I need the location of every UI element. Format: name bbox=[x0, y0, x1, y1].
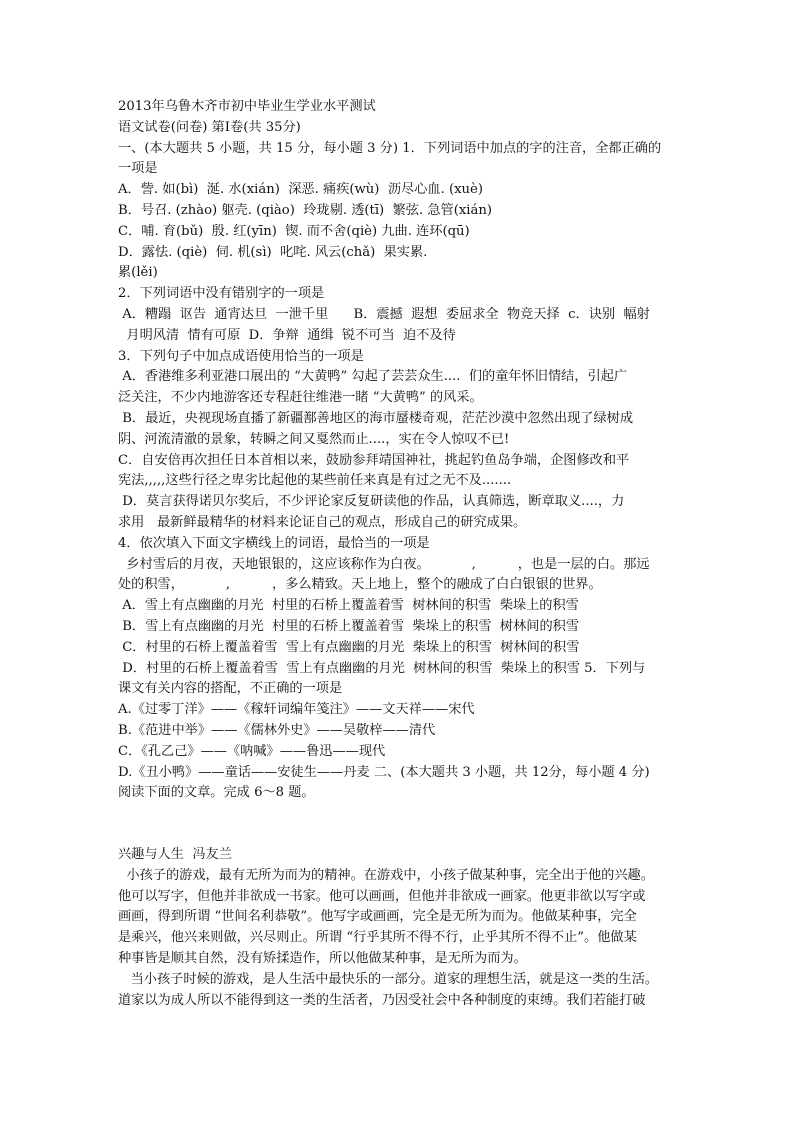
text-line: 阅读下面的文章。完成 6～8 题。 bbox=[118, 785, 315, 801]
text-line: 泛关注，不少内地游客还专程赶往维港一睹 “大黄鸭” 的风采。 bbox=[118, 390, 483, 406]
question-1 bbox=[118, 139, 678, 285]
text-line: 处的积雪， , ，多么精致。天上地上，整个的融成了白白银银的世界。 bbox=[118, 577, 602, 593]
option-b: B．雪上有点幽幽的月光 村里的石桥上覆盖着雪 柴垛上的积雪 树林间的积雪 bbox=[118, 618, 580, 634]
spacer bbox=[118, 804, 678, 845]
text-line: 宪法,,,,,这些行径之卑劣比起他的某些前任来真是有过之无不及....... bbox=[118, 473, 512, 489]
option-c: C．村里的石桥上覆盖着雪 雪上有点幽幽的月光 柴垛上的积雪 树林间的积雪 bbox=[118, 639, 580, 655]
question-stem: 3．下列句子中加点成语使用恰当的一项是 bbox=[118, 348, 364, 364]
text-line: 他可以写字，但他并非欲成一书家。他可以画画，但他并非欲成一画家。他更非欲以写字或 bbox=[118, 888, 646, 904]
text-line: A．香港维多利亚港口展出的 “大黄鸭” 勾起了芸芸众生.... 们的童年怀旧情结，引起广 bbox=[118, 369, 628, 385]
text-line: 当小孩子时候的游戏，是人生活中最快乐的一部分。道家的理想生活，就是这一类的生活。 bbox=[118, 971, 659, 987]
option-d: D．露怯. (qiè) 伺. 机(sì) 叱咤. 风云(chǎ) 果实累. bbox=[118, 244, 428, 260]
text-line: 种事皆是顺其自然，没有矫揉造作，所以他做某种事，是无所为而为。 bbox=[118, 951, 527, 967]
text-line: 课文有关内容的搭配，不正确的一项是 bbox=[118, 681, 343, 697]
text-line: A．糟蹋 讴告 通宵达旦 一泄千里 B．震撼 遐想 委屈求全 物竞天择 c．诀别 幅射 bbox=[118, 306, 650, 322]
text-line: C．自安倍再次担任日本首相以来，鼓励参拜靖国神社，挑起钓鱼岛争端，企图修改和平 bbox=[118, 452, 630, 468]
question-4 bbox=[118, 534, 678, 700]
exam-title: 2013年乌鲁木齐市初中毕业生学业水平测试 bbox=[118, 99, 376, 114]
passage-title: 兴趣与人生 冯友兰 bbox=[118, 847, 232, 863]
question-stem: 4．依次填入下面文字横线上的词语，最恰当的一项是 bbox=[118, 535, 430, 551]
text-line: 一项是 bbox=[118, 161, 158, 177]
text-line: B．最近，央视现场直播了新疆鄯善地区的海市蜃楼奇观，茫茫沙漠中忽然出现了绿树成 bbox=[118, 410, 634, 426]
text-line: 累(lěi) bbox=[118, 265, 158, 281]
option-b: B.《范进中举》——《儒林外史》——吴敬梓——清代 bbox=[118, 722, 436, 738]
text-line: D．莫言获得诺贝尔奖后，不少评论家反复研读他的作品，认真筛选，断章取义....，力 bbox=[118, 494, 625, 510]
option-d: D.《丑小鸭》——童话——安徒生——丹麦 二、(本大题共 3 小题，共 12分，每小题 4 分) bbox=[118, 764, 650, 780]
text-line: 画画，得到所谓 “世间名利恭敬”。他写字或画画，完全是无所为而为。他做某种事，完全 bbox=[118, 909, 637, 925]
option-d: D．村里的石桥上覆盖着雪 雪上有点幽幽的月光 树林间的积雪 柴垛上的积雪 5．下列与 bbox=[118, 660, 646, 676]
question-3 bbox=[118, 347, 678, 534]
option-a: A.《过零丁洋》——《稼轩词编年笺注》——文天祥——宋代 bbox=[118, 702, 475, 718]
option-a: A．雪上有点幽幽的月光 村里的石桥上覆盖着雪 树林间的积雪 柴垛上的积雪 bbox=[118, 598, 579, 614]
question-stem: 2．下列词语中没有错别字的一项是 bbox=[118, 286, 325, 302]
option-a: A．訾. 如(bì) 涎. 水(xián) 深恶. 痛疾(wù) 沥尽心血. (xuè) bbox=[118, 182, 483, 198]
reading-passage bbox=[118, 845, 678, 1011]
text-line: 求用 最新鲜最精华的材料来论证自己的观点，形成自己的研究成果。 bbox=[118, 514, 527, 530]
text-line: 一、(本大题共 5 小题，共 15 分，每小题 3 分) 1．下列词语中加点的字的注音，全都正确的 bbox=[118, 140, 662, 156]
exam-subtitle: 语文试卷(问卷) 第Ⅰ卷(共 35分) bbox=[118, 119, 301, 135]
text-line: 是乘兴，他兴来则做，兴尽则止。所谓 “行乎其所不得不行，止乎其所不得不止”。他做某 bbox=[118, 930, 637, 946]
text-line: 乡村雪后的月夜，天地银银的，这应该称作为白夜。 , ，也是一层的白。那远 bbox=[118, 556, 650, 572]
text-line: 小孩子的游戏，最有无所为而为的精神。在游戏中，小孩子做某种事，完全出于他的兴趣。 bbox=[118, 867, 654, 883]
option-c: C．《孔乙己》——《呐喊》——鲁迅——现代 bbox=[118, 743, 386, 759]
option-b: B．号召. (zhào) 躯壳. (qiào) 玲珑剔. 透(tī) 繁弦. 急管(xián) bbox=[118, 202, 493, 218]
exam-page bbox=[118, 97, 678, 1011]
question-5 bbox=[118, 700, 678, 804]
question-2 bbox=[118, 284, 678, 346]
text-line: 月明风清 情有可原 D．争辩 通缉 锐不可当 迫不及待 bbox=[118, 327, 456, 343]
option-c: C．哺. 育(bǔ) 殷. 红(yīn) 锲. 而不舍(qiè) 九曲. 连环(qū) bbox=[118, 223, 470, 239]
text-line: 道家以为成人所以不能得到这一类的生活者，乃因受社会中各种制度的束缚。我们若能打破 bbox=[118, 992, 646, 1008]
text-line: 阴、河流清澈的景象，转瞬之间又戛然而止....，实在令人惊叹不已! bbox=[118, 431, 510, 447]
